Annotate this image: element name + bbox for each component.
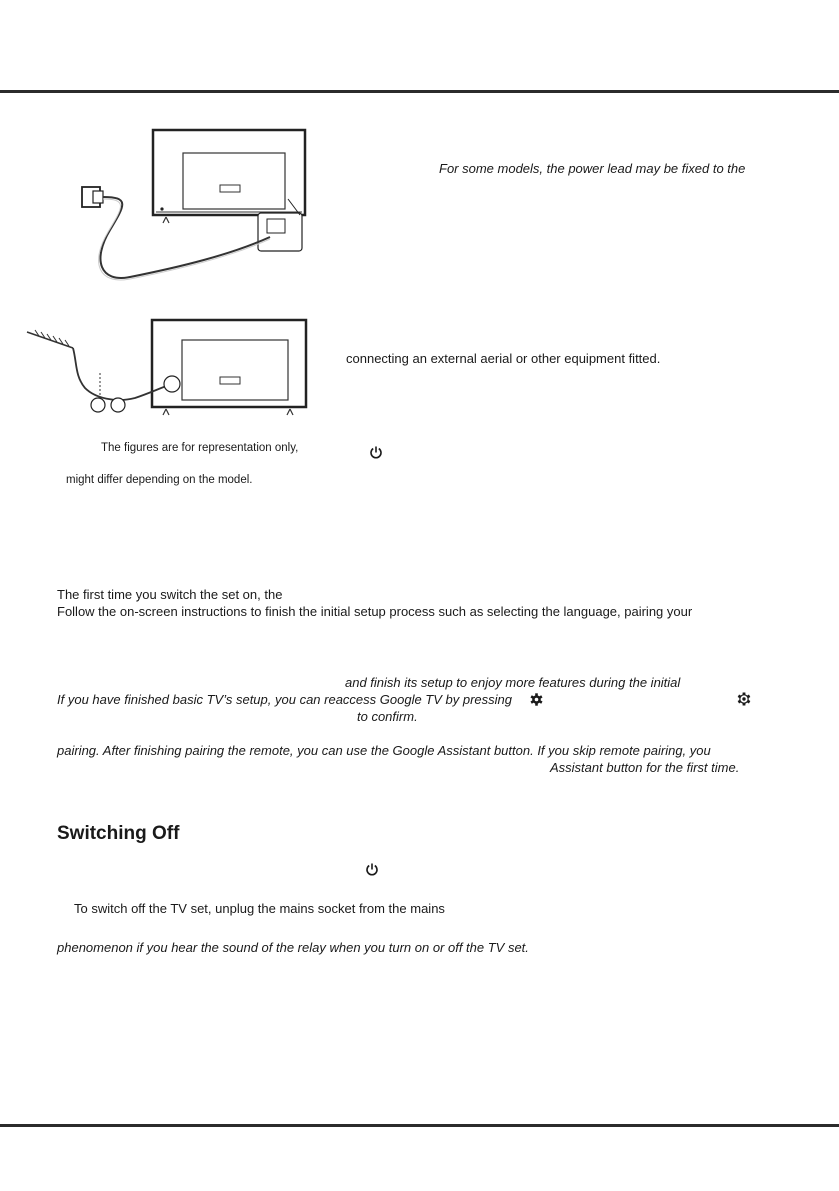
- aerial-mast: [27, 332, 73, 348]
- setup-line-1: The first time you switch the set on, the: [57, 587, 283, 602]
- power-lead-note: For some models, the power lead may be fixed to the: [439, 161, 746, 176]
- aerial-connection-figure: [25, 318, 315, 418]
- switching-off-line-1: To switch off the TV set, unplug the mains socket from the mains: [74, 901, 445, 916]
- coax-connector: [91, 398, 105, 412]
- switching-off-italic-1: phenomenon if you hear the sound of the relay when you turn on or off the TV set.: [57, 940, 529, 955]
- aerial-cable: [73, 348, 172, 400]
- setup-italic-4: pairing. After finishing pairing the remote, you can use the Google Assistant button. If you skip remote pairing, you: [57, 743, 711, 758]
- gear-icon: [530, 693, 543, 706]
- tv-stand-left: [163, 217, 169, 223]
- tv-stand-right-2: [287, 409, 293, 415]
- aerial-note: connecting an external aerial or other equipment fitted.: [346, 351, 661, 366]
- tv-back-label: [220, 185, 240, 192]
- power-connection-figure: [70, 125, 320, 290]
- settings-icon: [737, 692, 751, 706]
- plug: [93, 191, 103, 203]
- coax-connector-2: [111, 398, 125, 412]
- aerial-elements: [35, 330, 69, 346]
- tv-back-outline: [153, 130, 305, 215]
- setup-italic-3: to confirm.: [357, 709, 418, 724]
- tv-back-panel: [183, 153, 285, 209]
- power-icon: [365, 862, 379, 877]
- power-icon: [369, 445, 383, 460]
- tv-back-label-2: [220, 377, 240, 384]
- setup-line-2: Follow the on-screen instructions to finish the initial setup process such as selecting the language, pairing your: [57, 604, 693, 619]
- figures-note-1: The figures are for representation only,: [101, 442, 299, 454]
- power-lead-inner: [99, 199, 270, 280]
- setup-italic-1: and finish its setup to enjoy more features during the initial: [345, 675, 681, 690]
- switching-off-heading: Switching Off: [57, 823, 180, 844]
- header-rule: [0, 90, 839, 93]
- tv-aerial-port: [164, 376, 180, 392]
- tv-stand-left-2: [163, 409, 169, 415]
- tv-led: [160, 207, 163, 210]
- tv-back-outline-2: [152, 320, 306, 407]
- figures-note-2: might differ depending on the model.: [66, 474, 253, 486]
- setup-italic-2: If you have finished basic TV’s setup, you can reaccess Google TV by pressing: [57, 692, 512, 707]
- tv-back-panel-2: [182, 340, 288, 400]
- setup-italic-5: Assistant button for the first time.: [550, 760, 740, 775]
- footer-rule: [0, 1124, 839, 1127]
